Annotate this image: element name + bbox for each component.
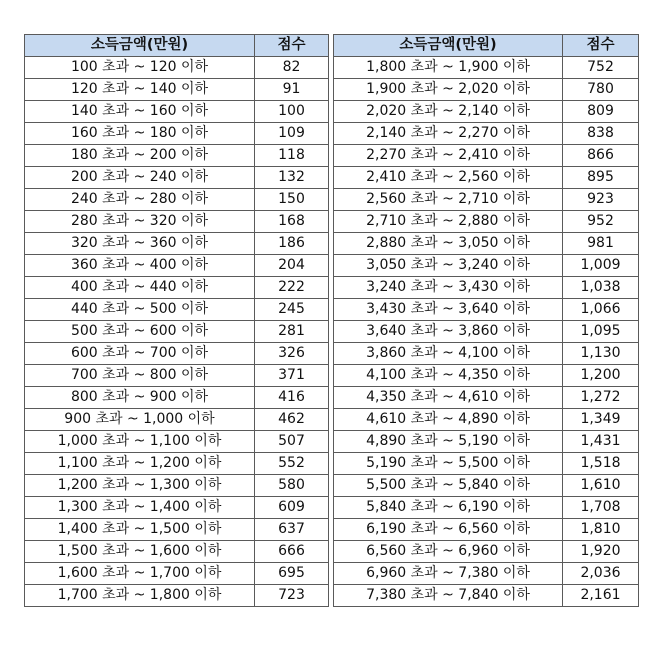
income-range-cell: 900 초과 ~ 1,000 이하 [25,409,255,431]
income-range-cell: 280 초과 ~ 320 이하 [25,211,255,233]
table-row [25,57,329,79]
score-cell: 1,920 [563,541,639,563]
income-range-cell: 180 초과 ~ 200 이하 [25,145,255,167]
table-row [25,541,329,563]
score-cell: 1,431 [563,431,639,453]
score-cell: 100 [255,101,329,123]
score-cell: 245 [255,299,329,321]
table-row [25,365,329,387]
score-cell: 132 [255,167,329,189]
income-range-cell: 5,500 초과 ~ 5,840 이하 [334,475,563,497]
score-cell: 1,349 [563,409,639,431]
table-row [334,233,639,255]
score-cell: 723 [255,585,329,607]
income-range-cell: 4,350 초과 ~ 4,610 이하 [334,387,563,409]
table-row [25,101,329,123]
table-row [334,277,639,299]
header-row [334,35,639,57]
table-row [25,255,329,277]
table-row [25,343,329,365]
score-table-container [24,34,639,607]
score-cell: 580 [255,475,329,497]
score-cell: 666 [255,541,329,563]
table-row [25,299,329,321]
score-cell: 91 [255,79,329,101]
score-cell: 326 [255,343,329,365]
score-cell: 168 [255,211,329,233]
score-cell: 1,810 [563,519,639,541]
header-income-range: 소득금액(만원) [25,35,255,57]
score-cell: 1,610 [563,475,639,497]
score-cell: 507 [255,431,329,453]
income-range-cell: 2,020 초과 ~ 2,140 이하 [334,101,563,123]
score-cell: 1,200 [563,365,639,387]
income-range-cell: 3,050 초과 ~ 3,240 이하 [334,255,563,277]
income-range-cell: 4,100 초과 ~ 4,350 이하 [334,365,563,387]
score-table-right [333,34,639,607]
table-row [334,431,639,453]
income-range-cell: 800 초과 ~ 900 이하 [25,387,255,409]
income-range-cell: 3,640 초과 ~ 3,860 이하 [334,321,563,343]
table-row [334,167,639,189]
score-cell: 637 [255,519,329,541]
score-cell: 695 [255,563,329,585]
score-cell: 118 [255,145,329,167]
income-range-cell: 2,410 초과 ~ 2,560 이하 [334,167,563,189]
table-row [334,255,639,277]
income-range-cell: 6,190 초과 ~ 6,560 이하 [334,519,563,541]
income-range-cell: 100 초과 ~ 120 이하 [25,57,255,79]
score-cell: 895 [563,167,639,189]
income-range-cell: 1,500 초과 ~ 1,600 이하 [25,541,255,563]
score-table-left [24,34,329,607]
income-range-cell: 3,430 초과 ~ 3,640 이하 [334,299,563,321]
table-row [334,497,639,519]
score-cell: 1,518 [563,453,639,475]
table-row [25,167,329,189]
score-cell: 1,095 [563,321,639,343]
score-cell: 2,036 [563,563,639,585]
income-range-cell: 700 초과 ~ 800 이하 [25,365,255,387]
table-row [25,409,329,431]
score-cell: 204 [255,255,329,277]
header-score: 점수 [563,35,639,57]
table-row [334,387,639,409]
table-row [334,365,639,387]
table-row [334,189,639,211]
score-cell: 462 [255,409,329,431]
table-row [25,123,329,145]
table-row [334,123,639,145]
table-row [334,453,639,475]
table-row [334,321,639,343]
income-range-cell: 400 초과 ~ 440 이하 [25,277,255,299]
score-cell: 109 [255,123,329,145]
table-row [25,431,329,453]
table-row [334,519,639,541]
score-cell: 1,066 [563,299,639,321]
income-range-cell: 2,880 초과 ~ 3,050 이하 [334,233,563,255]
table-row [25,321,329,343]
score-cell: 2,161 [563,585,639,607]
income-range-cell: 1,600 초과 ~ 1,700 이하 [25,563,255,585]
score-cell: 1,130 [563,343,639,365]
income-range-cell: 7,380 초과 ~ 7,840 이하 [334,585,563,607]
income-range-cell: 440 초과 ~ 500 이하 [25,299,255,321]
income-range-cell: 240 초과 ~ 280 이하 [25,189,255,211]
header-row [25,35,329,57]
table-row [25,233,329,255]
score-cell: 923 [563,189,639,211]
income-range-cell: 6,960 초과 ~ 7,380 이하 [334,563,563,585]
score-cell: 838 [563,123,639,145]
income-range-cell: 4,890 초과 ~ 5,190 이하 [334,431,563,453]
table-row [25,453,329,475]
income-range-cell: 2,710 초과 ~ 2,880 이하 [334,211,563,233]
table-row [334,475,639,497]
income-range-cell: 1,400 초과 ~ 1,500 이하 [25,519,255,541]
table-row [334,57,639,79]
income-range-cell: 200 초과 ~ 240 이하 [25,167,255,189]
score-cell: 780 [563,79,639,101]
table-row [25,145,329,167]
score-cell: 186 [255,233,329,255]
score-cell: 866 [563,145,639,167]
score-cell: 1,038 [563,277,639,299]
score-cell: 752 [563,57,639,79]
score-table-right-body [334,57,639,607]
income-range-cell: 140 초과 ~ 160 이하 [25,101,255,123]
income-range-cell: 360 초과 ~ 400 이하 [25,255,255,277]
score-table-left-body [25,57,329,607]
income-range-cell: 2,270 초과 ~ 2,410 이하 [334,145,563,167]
income-range-cell: 3,240 초과 ~ 3,430 이하 [334,277,563,299]
table-row [25,475,329,497]
score-cell: 609 [255,497,329,519]
income-range-cell: 2,560 초과 ~ 2,710 이하 [334,189,563,211]
table-row [334,211,639,233]
score-cell: 150 [255,189,329,211]
score-cell: 1,708 [563,497,639,519]
table-row [334,299,639,321]
income-range-cell: 5,840 초과 ~ 6,190 이하 [334,497,563,519]
table-row [334,585,639,607]
income-range-cell: 320 초과 ~ 360 이하 [25,233,255,255]
score-cell: 416 [255,387,329,409]
income-range-cell: 1,300 초과 ~ 1,400 이하 [25,497,255,519]
score-cell: 809 [563,101,639,123]
table-row [334,343,639,365]
income-range-cell: 1,100 초과 ~ 1,200 이하 [25,453,255,475]
header-income-range: 소득금액(만원) [334,35,563,57]
table-row [25,211,329,233]
income-range-cell: 1,800 초과 ~ 1,900 이하 [334,57,563,79]
income-range-cell: 1,200 초과 ~ 1,300 이하 [25,475,255,497]
income-range-cell: 1,700 초과 ~ 1,800 이하 [25,585,255,607]
table-row [25,189,329,211]
table-row [334,409,639,431]
score-cell: 952 [563,211,639,233]
income-range-cell: 2,140 초과 ~ 2,270 이하 [334,123,563,145]
table-row [25,497,329,519]
table-row [334,101,639,123]
income-range-cell: 500 초과 ~ 600 이하 [25,321,255,343]
income-range-cell: 1,000 초과 ~ 1,100 이하 [25,431,255,453]
score-cell: 552 [255,453,329,475]
table-row [334,541,639,563]
table-row [25,585,329,607]
score-cell: 371 [255,365,329,387]
income-range-cell: 160 초과 ~ 180 이하 [25,123,255,145]
table-row [25,277,329,299]
table-row [25,519,329,541]
table-row [25,563,329,585]
table-row [334,145,639,167]
score-cell: 1,009 [563,255,639,277]
income-range-cell: 1,900 초과 ~ 2,020 이하 [334,79,563,101]
table-row [334,79,639,101]
table-row [25,79,329,101]
income-range-cell: 3,860 초과 ~ 4,100 이하 [334,343,563,365]
table-row [334,563,639,585]
score-cell: 222 [255,277,329,299]
score-cell: 82 [255,57,329,79]
header-score: 점수 [255,35,329,57]
score-cell: 981 [563,233,639,255]
income-range-cell: 4,610 초과 ~ 4,890 이하 [334,409,563,431]
table-row [25,387,329,409]
score-cell: 281 [255,321,329,343]
score-cell: 1,272 [563,387,639,409]
income-range-cell: 120 초과 ~ 140 이하 [25,79,255,101]
income-range-cell: 600 초과 ~ 700 이하 [25,343,255,365]
income-range-cell: 5,190 초과 ~ 5,500 이하 [334,453,563,475]
income-range-cell: 6,560 초과 ~ 6,960 이하 [334,541,563,563]
